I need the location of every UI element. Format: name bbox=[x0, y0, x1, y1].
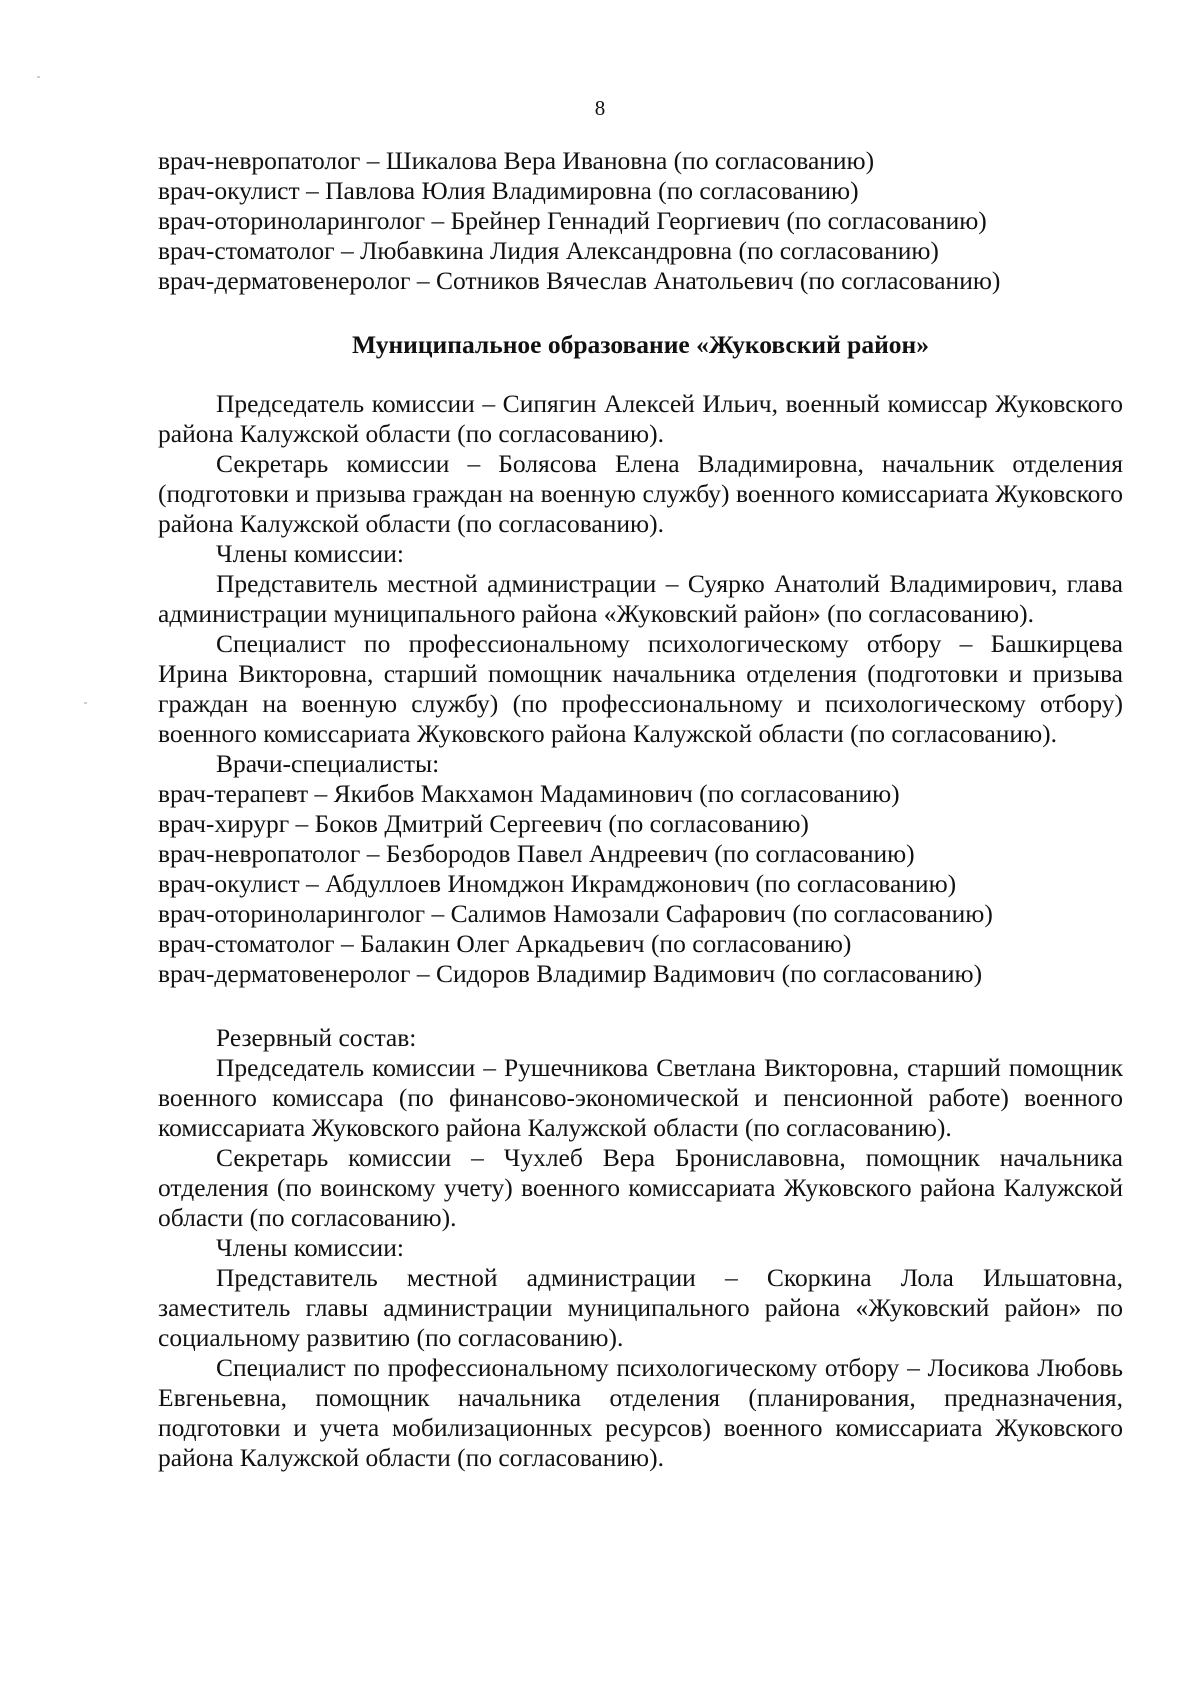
members-label: Члены комиссии: bbox=[216, 539, 404, 568]
doctor-line: врач-оториноларинголог – Салимов Намозали Сафарович (по согласованию) bbox=[158, 899, 993, 928]
secretary-paragraph: Секретарь комиссии – Болясова Елена Владимировна, начальник отделения (подготовки и призыва граждан на военную службу) военного комиссариата Жуковского района Калужской области (по согласованию). bbox=[158, 449, 1123, 538]
reserve-psych-specialist-paragraph: Специалист по профессиональному психологическому отбору – Лосикова Любовь Евгеньевна, помощник начальника отделения (планирования, предназначения, подготовки и учета мобилизационных ресурсов) военного комиссариата Жуковского района Калужской области (по согласованию). bbox=[158, 1353, 1123, 1472]
doctor-line: врач-окулист – Абдуллоев Иномджон Икрамджонович (по согласованию) bbox=[158, 869, 957, 898]
admin-representative-paragraph: Представитель местной администрации – Суярко Анатолий Владимирович, глава администрации муниципального района «Жуковский район» (по согласованию). bbox=[158, 569, 1123, 628]
psych-specialist-paragraph: Специалист по профессиональному психологическому отбору – Башкирцева Ирина Викторовна, старший помощник начальника отделения (подготовки и призыва граждан на военную службу) (по профессиональному и психологическому отбору) военного комиссариата Жуковского района Калужской области (по согласованию). bbox=[158, 629, 1123, 748]
reserve-secretary-paragraph: Секретарь комиссии – Чухлеб Вера Брониславовна, помощник начальника отделения (по воинскому учету) военного комиссариата Жуковского района Калужской области (по согласованию). bbox=[158, 1143, 1123, 1232]
doctor-line: врач-окулист – Павлова Юлия Владимировна (по согласованию) bbox=[158, 176, 859, 205]
main-composition bbox=[158, 389, 1123, 989]
reserve-label: Резервный состав: bbox=[216, 1023, 417, 1052]
section-spacer bbox=[158, 989, 1123, 1023]
page-number: 8 bbox=[594, 96, 606, 120]
reserve-admin-representative-paragraph: Представитель местной администрации – Скоркина Лола Ильшатовна, заместитель главы администрации муниципального района «Жуковский район» по социальному развитию (по согласованию). bbox=[158, 1263, 1123, 1352]
doctor-line: врач-оториноларинголог – Брейнер Геннадий Георгиевич (по согласованию) bbox=[158, 206, 987, 235]
doctors-label: Врачи-специалисты: bbox=[216, 749, 440, 778]
scan-artifact bbox=[37, 76, 40, 78]
doctor-line: врач-невропатолог – Шикалова Вера Ивановна (по согласованию) bbox=[158, 146, 875, 175]
section-heading: Муниципальное образование «Жуковский район» bbox=[352, 330, 929, 359]
doctors-list bbox=[158, 779, 1123, 989]
intro-doctors-list bbox=[158, 146, 1123, 296]
document-body bbox=[158, 146, 1123, 1473]
doctor-line: врач-стоматолог – Любавкина Лидия Александровна (по согласованию) bbox=[158, 236, 939, 265]
doctor-line: врач-дерматовенеролог – Сотников Вячеслав Анатольевич (по согласованию) bbox=[158, 266, 1001, 295]
doctor-line: врач-дерматовенеролог – Сидоров Владимир Вадимович (по согласованию) bbox=[158, 959, 983, 988]
reserve-composition bbox=[158, 1023, 1123, 1473]
reserve-members-label: Члены комиссии: bbox=[216, 1233, 404, 1262]
scan-artifact bbox=[84, 702, 87, 704]
reserve-chairman-paragraph: Председатель комиссии – Рушечникова Светлана Викторовна, старший помощник военного комиссара (по финансово-экономической и пенсионной работе) военного комиссариата Жуковского района Калужской области (по согласованию). bbox=[158, 1053, 1123, 1142]
doctor-line: врач-невропатолог – Безбородов Павел Андреевич (по согласованию) bbox=[158, 839, 915, 868]
doctor-line: врач-терапевт – Якибов Макхамон Мадаминович (по согласованию) bbox=[158, 779, 900, 808]
doctor-line: врач-хирург – Боков Дмитрий Сергеевич (по согласованию) bbox=[158, 809, 809, 838]
doctor-line: врач-стоматолог – Балакин Олег Аркадьевич (по согласованию) bbox=[158, 929, 852, 958]
chairman-paragraph: Председатель комиссии – Сипягин Алексей Ильич, военный комиссар Жуковского района Калужской области (по согласованию). bbox=[158, 389, 1123, 448]
